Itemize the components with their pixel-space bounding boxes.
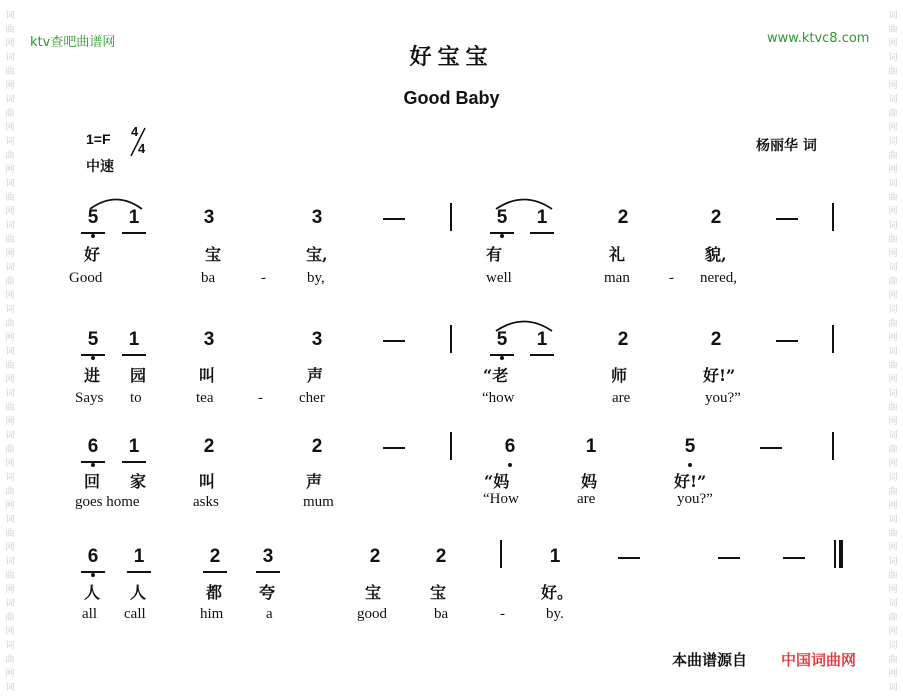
lyric-cn: 妈 <box>581 472 598 491</box>
low-octave-dot <box>508 463 512 467</box>
watermark-glyph: 曲 <box>5 193 15 203</box>
lyric-cn: 师 <box>611 366 628 385</box>
watermark-glyph: 网 <box>5 249 15 259</box>
watermark-glyph: 词 <box>5 473 15 483</box>
note: 1 <box>532 207 552 229</box>
lyric-cn: 家 <box>130 472 147 491</box>
watermark-glyph: 网 <box>888 249 898 259</box>
watermark-glyph: 词 <box>888 179 898 189</box>
site-name-left: ktv查吧曲谱网 <box>30 35 116 50</box>
watermark-glyph: 词 <box>5 11 15 21</box>
lyric-en: call <box>124 606 146 622</box>
watermark-glyph: 词 <box>5 683 15 693</box>
sustain-dash <box>760 447 782 449</box>
note: 3 <box>258 546 278 568</box>
lyric-en: him <box>200 606 224 622</box>
sustain-dash <box>776 340 798 342</box>
watermark-glyph: 曲 <box>888 613 898 623</box>
lyric-cn: “妈 <box>484 472 510 491</box>
watermark-glyph: 词 <box>888 137 898 147</box>
lyric-cn: 宝 <box>365 583 382 602</box>
watermark-glyph: 曲 <box>888 361 898 371</box>
watermark-glyph: 词 <box>888 641 898 651</box>
watermark-glyph: 词 <box>5 137 15 147</box>
lyric-en: - <box>669 270 674 286</box>
watermark-glyph: 网 <box>888 543 898 553</box>
sustain-dash <box>383 218 405 220</box>
watermark-glyph: 网 <box>5 291 15 301</box>
watermark-glyph: 网 <box>888 165 898 175</box>
low-octave-dot <box>91 573 95 577</box>
watermark-glyph: 词 <box>888 95 898 105</box>
low-octave-dot <box>91 356 95 360</box>
watermark-glyph: 词 <box>888 221 898 231</box>
lyric-en: nered, <box>700 270 738 286</box>
note: 3 <box>203 329 215 350</box>
watermark-glyph: 网 <box>888 333 898 343</box>
watermark-glyph: 曲 <box>888 235 898 245</box>
lyric-en: by. <box>546 606 564 622</box>
watermark-glyph: 词 <box>5 221 15 231</box>
watermark-glyph: 曲 <box>888 67 898 77</box>
watermark-glyph: 曲 <box>5 445 15 455</box>
lyric-en: to <box>130 390 142 406</box>
lyric-cn: 礼 <box>609 245 626 264</box>
watermark-glyph: 词 <box>888 347 898 357</box>
sustain-dash <box>618 557 640 559</box>
watermark-glyph: 网 <box>5 207 15 217</box>
time-signature-bottom: 4 <box>138 141 146 156</box>
lyric-cn: “老 <box>483 366 509 385</box>
lyric-cn: 进 <box>84 366 101 385</box>
source-site-name[interactable]: 中国词曲网 <box>781 651 857 669</box>
watermark-glyph: 词 <box>5 599 15 609</box>
lyric-cn: 园 <box>130 366 147 385</box>
lyric-cn: 声 <box>306 472 323 491</box>
lyric-en: - <box>500 606 505 622</box>
lyric-cn: 声 <box>307 366 324 385</box>
song-title-english: Good Baby <box>403 88 500 108</box>
key-signature: 1=F <box>86 131 111 147</box>
lyric-cn: 叫 <box>199 366 216 385</box>
watermark-glyph: 曲 <box>5 529 15 539</box>
watermark-glyph: 网 <box>5 39 15 49</box>
lyric-en: Good <box>69 270 103 286</box>
watermark-glyph: 曲 <box>888 193 898 203</box>
note: 2 <box>710 329 722 350</box>
sustain-dash <box>776 218 798 220</box>
low-octave-dot <box>91 463 95 467</box>
bar-line <box>450 325 452 353</box>
watermark-glyph: 网 <box>888 207 898 217</box>
song-title-chinese: 好宝宝 <box>409 44 494 70</box>
note: 5 <box>492 329 512 351</box>
watermark-glyph: 词 <box>888 599 898 609</box>
watermark-glyph: 网 <box>5 627 15 637</box>
watermark-glyph: 曲 <box>5 151 15 161</box>
lyric-en: well <box>486 270 512 286</box>
source-label: 本曲谱源自 <box>672 651 748 669</box>
note: 2 <box>205 546 225 568</box>
lyric-cn: 好!” <box>703 366 736 385</box>
bar-line <box>450 432 452 460</box>
lyric-cn: 宝, <box>306 245 328 264</box>
sustain-dash <box>383 340 405 342</box>
lyric-en: goes home <box>75 494 140 510</box>
note: 6 <box>83 546 103 568</box>
watermark-glyph: 词 <box>888 431 898 441</box>
time-signature <box>127 124 149 158</box>
lyric-en: you?” <box>705 390 741 406</box>
watermark-glyph: 网 <box>5 333 15 343</box>
lyric-en: man <box>604 270 630 286</box>
note: 1 <box>124 436 144 458</box>
watermark-glyph: 词 <box>5 557 15 567</box>
watermark-glyph: 网 <box>5 417 15 427</box>
watermark-glyph: 曲 <box>888 109 898 119</box>
lyric-cn: 夸 <box>259 583 276 602</box>
watermark-glyph: 词 <box>5 179 15 189</box>
low-octave-dot <box>688 463 692 467</box>
note: 6 <box>83 436 103 458</box>
note: 2 <box>435 546 447 567</box>
lyric-cn: 都 <box>206 583 223 602</box>
watermark-glyph: 网 <box>888 669 898 679</box>
watermark-glyph: 词 <box>888 557 898 567</box>
watermark-glyph: 网 <box>5 165 15 175</box>
watermark-glyph: 曲 <box>5 25 15 35</box>
watermark-glyph: 网 <box>5 501 15 511</box>
bar-line <box>450 203 452 231</box>
final-bar-thin <box>834 540 836 568</box>
watermark-glyph: 网 <box>5 585 15 595</box>
watermark-glyph: 网 <box>5 669 15 679</box>
watermark-glyph: 曲 <box>888 319 898 329</box>
watermark-glyph: 词 <box>5 431 15 441</box>
note: 2 <box>369 546 381 567</box>
lyric-cn: 宝 <box>205 245 222 264</box>
note: 3 <box>311 207 323 228</box>
note: 3 <box>311 329 323 350</box>
note: 2 <box>311 436 323 457</box>
note: 5 <box>492 207 512 229</box>
lyric-cn: 好。 <box>541 583 574 602</box>
watermark-glyph: 词 <box>5 641 15 651</box>
watermark-glyph: 曲 <box>888 403 898 413</box>
watermark-glyph: 曲 <box>5 67 15 77</box>
watermark-glyph: 曲 <box>5 277 15 287</box>
time-signature-top: 4 <box>131 124 139 139</box>
lyric-en: good <box>357 606 387 622</box>
note: 2 <box>617 207 629 228</box>
watermark-glyph: 曲 <box>5 655 15 665</box>
final-bar-thick <box>839 540 843 568</box>
watermark-glyph: 曲 <box>888 277 898 287</box>
watermark-glyph: 曲 <box>5 613 15 623</box>
watermark-glyph: 词 <box>888 683 898 693</box>
watermark-glyph: 词 <box>888 11 898 21</box>
note: 1 <box>124 207 144 229</box>
lyric-en: tea <box>196 390 214 406</box>
lyric-cn: 人 <box>84 583 101 602</box>
watermark-glyph: 词 <box>5 305 15 315</box>
note: 1 <box>129 546 149 568</box>
lyric-en: mum <box>303 494 334 510</box>
lyric-en: asks <box>193 494 219 510</box>
lyric-en: - <box>261 270 266 286</box>
watermark-glyph: 曲 <box>888 25 898 35</box>
watermark-glyph: 网 <box>5 375 15 385</box>
watermark-glyph: 曲 <box>5 319 15 329</box>
watermark-glyph: 词 <box>888 263 898 273</box>
lyric-cn: 貌, <box>705 245 727 264</box>
watermark-glyph: 网 <box>888 459 898 469</box>
watermark-glyph: 网 <box>888 627 898 637</box>
lyric-en: are <box>577 491 596 507</box>
lyric-en: “how <box>482 390 515 406</box>
lyric-en: ba <box>201 270 216 286</box>
lyricist-credit: 杨丽华 词 <box>756 138 817 154</box>
note: 6 <box>500 436 520 458</box>
watermark-glyph: 词 <box>888 389 898 399</box>
watermark-glyph: 词 <box>888 305 898 315</box>
bar-line <box>500 540 502 568</box>
watermark-glyph: 网 <box>5 81 15 91</box>
watermark-glyph: 曲 <box>888 445 898 455</box>
watermark-glyph: 网 <box>888 291 898 301</box>
watermark-glyph: 曲 <box>888 529 898 539</box>
lyric-en: - <box>258 390 263 406</box>
lyric-cn: 人 <box>130 583 147 602</box>
bar-line <box>832 203 834 231</box>
watermark-glyph: 词 <box>5 53 15 63</box>
note: 1 <box>549 546 561 567</box>
watermark-glyph: 网 <box>888 375 898 385</box>
bar-line <box>832 325 834 353</box>
lyric-en: you?” <box>677 491 713 507</box>
watermark-glyph: 词 <box>5 95 15 105</box>
lyric-en: “How <box>483 491 519 507</box>
sustain-dash <box>383 447 405 449</box>
watermark-glyph: 网 <box>888 501 898 511</box>
watermark-glyph: 网 <box>5 543 15 553</box>
note: 3 <box>203 207 215 228</box>
tempo-marking: 中速 <box>86 159 114 175</box>
low-octave-dot <box>500 234 504 238</box>
watermark-glyph: 网 <box>888 39 898 49</box>
watermark-glyph: 曲 <box>5 403 15 413</box>
note: 1 <box>124 329 144 351</box>
sustain-dash <box>718 557 740 559</box>
site-url-right: www.ktvc8.com <box>767 31 870 46</box>
watermark-glyph: 曲 <box>888 151 898 161</box>
watermark-glyph: 曲 <box>5 571 15 581</box>
watermark-glyph: 词 <box>888 473 898 483</box>
lyric-cn: 好 <box>84 245 101 264</box>
lyric-en: Says <box>75 390 104 406</box>
note: 5 <box>680 436 700 458</box>
lyric-cn: 叫 <box>199 472 216 491</box>
lyric-en: cher <box>299 390 325 406</box>
bar-line <box>832 432 834 460</box>
watermark-glyph: 曲 <box>5 361 15 371</box>
note: 5 <box>83 329 103 351</box>
note: 5 <box>83 207 103 229</box>
watermark-glyph: 网 <box>888 81 898 91</box>
watermark-glyph: 网 <box>5 123 15 133</box>
watermark-glyph: 曲 <box>888 571 898 581</box>
watermark-glyph: 网 <box>5 459 15 469</box>
lyric-en: by, <box>307 270 325 286</box>
note: 2 <box>617 329 629 350</box>
watermark-glyph: 网 <box>888 585 898 595</box>
lyric-en: a <box>266 606 273 622</box>
lyric-cn: 好!” <box>674 472 707 491</box>
note: 1 <box>532 329 552 351</box>
watermark-glyph: 词 <box>888 515 898 525</box>
note: 2 <box>710 207 722 228</box>
note: 2 <box>203 436 215 457</box>
watermark-glyph: 曲 <box>5 109 15 119</box>
lyric-cn: 有 <box>486 245 503 264</box>
watermark-glyph: 网 <box>888 123 898 133</box>
sustain-dash <box>783 557 805 559</box>
watermark-glyph: 词 <box>5 263 15 273</box>
watermark-glyph: 曲 <box>5 235 15 245</box>
lyric-en: all <box>82 606 97 622</box>
lyric-en: ba <box>434 606 449 622</box>
watermark-glyph: 曲 <box>5 487 15 497</box>
low-octave-dot <box>91 234 95 238</box>
lyric-cn: 宝 <box>430 583 447 602</box>
note: 1 <box>585 436 597 457</box>
watermark-glyph: 网 <box>888 417 898 427</box>
lyric-cn: 回 <box>84 472 101 491</box>
watermark-glyph: 词 <box>5 515 15 525</box>
watermark-glyph: 曲 <box>888 655 898 665</box>
watermark-glyph: 词 <box>888 53 898 63</box>
lyric-en: are <box>612 390 631 406</box>
watermark-glyph: 曲 <box>888 487 898 497</box>
watermark-glyph: 词 <box>5 347 15 357</box>
low-octave-dot <box>500 356 504 360</box>
watermark-glyph: 词 <box>5 389 15 399</box>
